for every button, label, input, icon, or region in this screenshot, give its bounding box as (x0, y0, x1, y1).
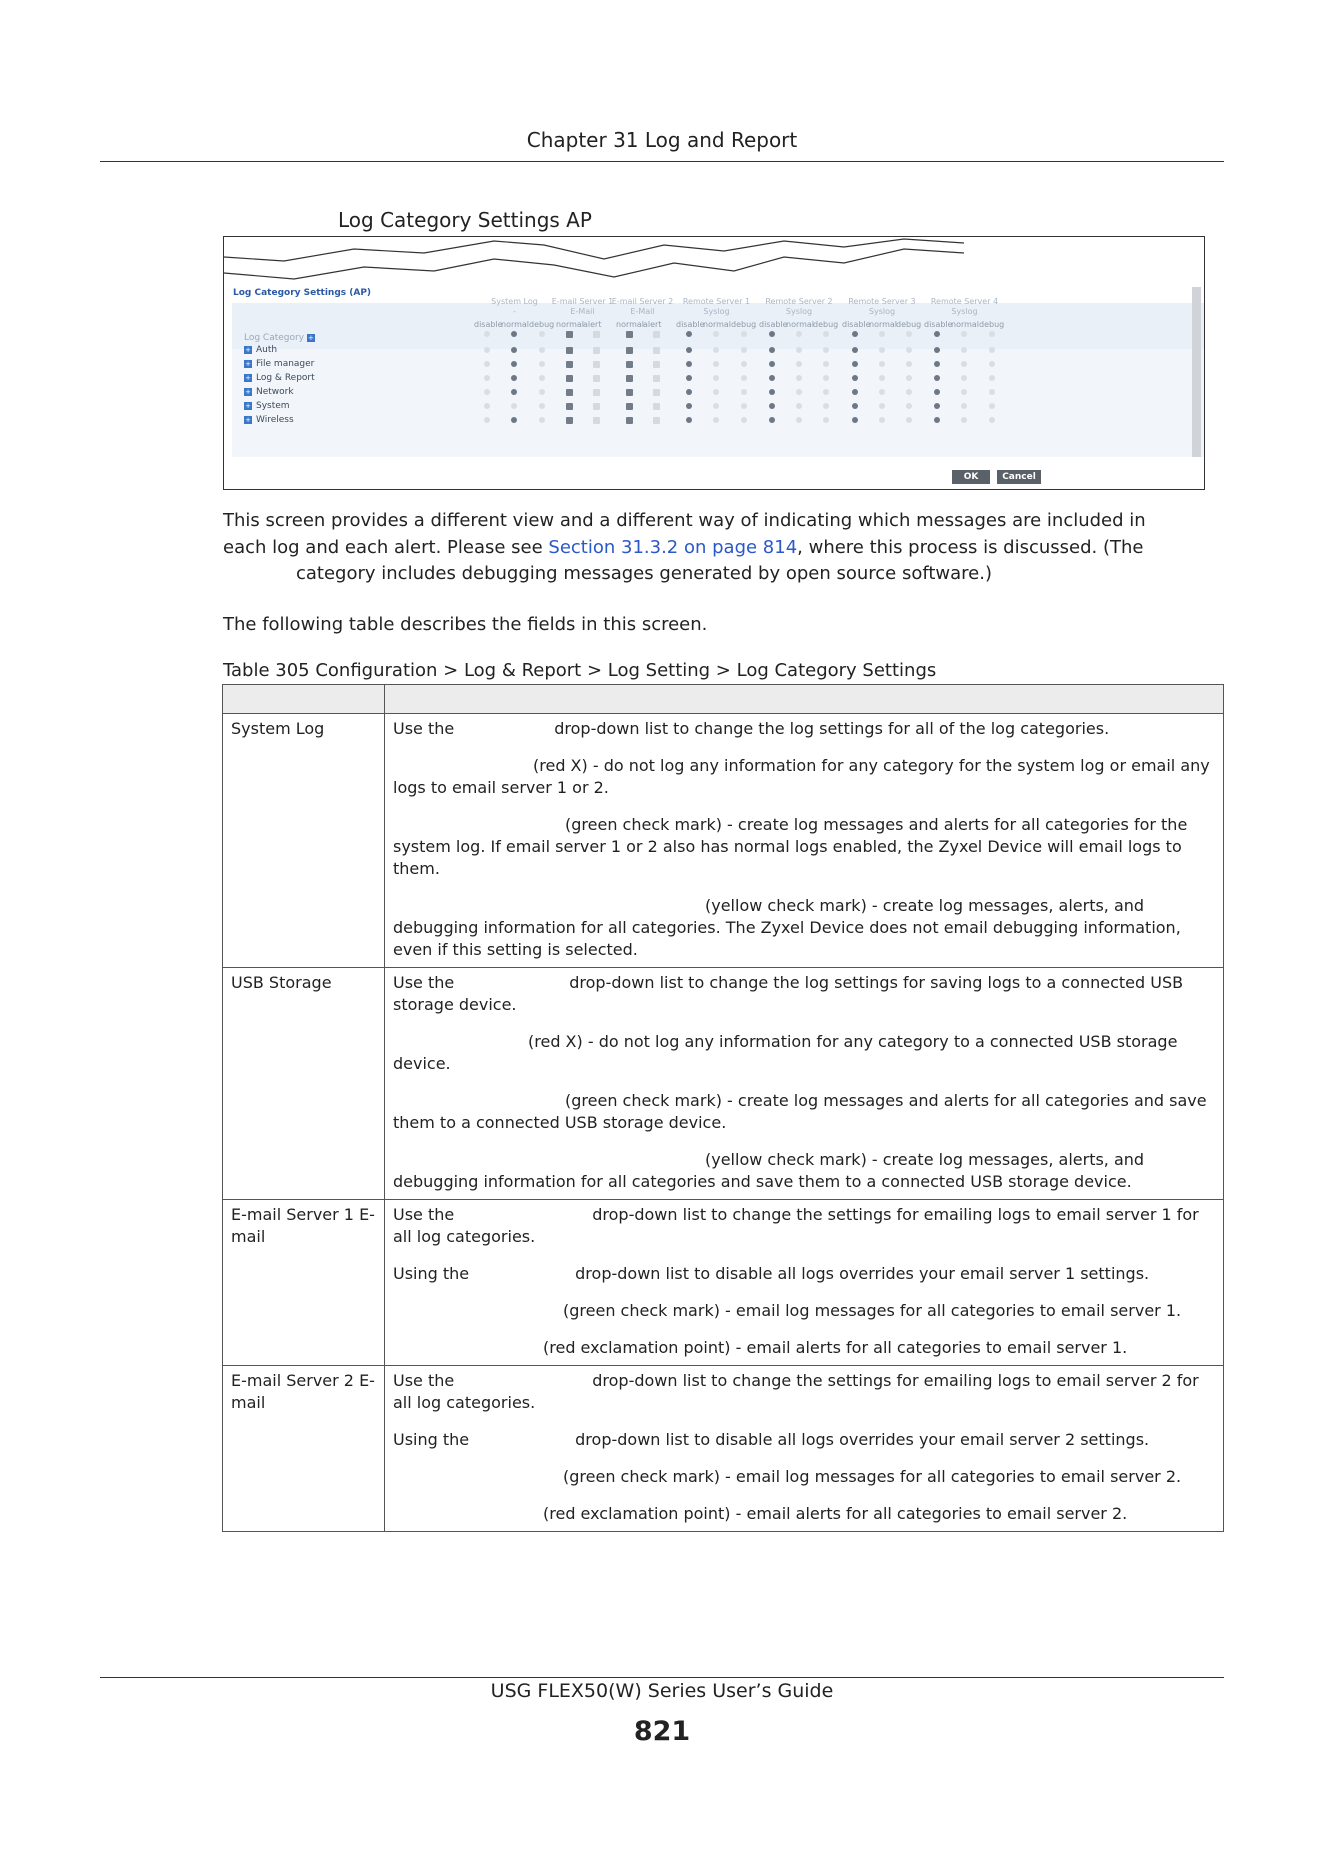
expand-icon[interactable]: + (245, 387, 251, 396)
header-rule (100, 161, 1224, 162)
category-radio[interactable] (934, 403, 940, 409)
category-radio[interactable] (484, 389, 490, 395)
category-radio[interactable] (713, 403, 719, 409)
column-group-label: Remote Server 2 Syslog (765, 297, 833, 316)
category-radio[interactable] (769, 389, 775, 395)
all-radio[interactable] (539, 331, 545, 337)
column-group-label: E-mail Server 2 E-Mail (611, 297, 674, 316)
all-radio[interactable] (906, 331, 912, 337)
table-row (223, 714, 1224, 968)
category-checkbox[interactable] (593, 347, 600, 354)
all-radio[interactable] (852, 331, 858, 337)
column-sub-label: disable (676, 320, 705, 329)
category-radio[interactable] (713, 389, 719, 395)
category-radio[interactable] (769, 403, 775, 409)
category-radio[interactable] (906, 375, 912, 381)
category-radio[interactable] (852, 375, 858, 381)
category-radio[interactable] (961, 375, 967, 381)
category-radio[interactable] (741, 417, 747, 423)
column-group-label: Remote Server 1 Syslog (682, 297, 751, 316)
table-caption: Table 305 Configuration > Log & Report > Log Setting > Log Category Settings (223, 660, 937, 681)
category-radio[interactable] (961, 417, 967, 423)
column-sub-label: debug (813, 320, 839, 329)
category-radio[interactable] (539, 389, 545, 395)
category-row-label: + Auth (245, 345, 278, 355)
category-checkbox[interactable] (626, 361, 633, 368)
log-category-header: Log Category + (244, 333, 314, 343)
all-radio[interactable] (769, 331, 775, 337)
all-checkbox[interactable] (593, 331, 600, 338)
category-radio[interactable] (961, 389, 967, 395)
column-sub-label: normal (786, 320, 815, 329)
category-radio[interactable] (769, 375, 775, 381)
category-radio[interactable] (796, 347, 802, 353)
category-checkbox[interactable] (593, 375, 600, 382)
category-radio[interactable] (879, 375, 885, 381)
category-radio[interactable] (879, 389, 885, 395)
expand-icon[interactable]: + (245, 359, 251, 368)
category-radio[interactable] (713, 347, 719, 353)
all-radio[interactable] (961, 331, 967, 337)
all-radio[interactable] (741, 331, 747, 337)
category-radio[interactable] (741, 375, 747, 381)
all-radio[interactable] (511, 331, 517, 337)
category-radio[interactable] (539, 403, 545, 409)
all-radio[interactable] (879, 331, 885, 337)
category-radio[interactable] (989, 417, 995, 423)
table-row (223, 1200, 1224, 1366)
category-radio[interactable] (769, 347, 775, 353)
category-radio[interactable] (961, 347, 967, 353)
category-radio[interactable] (989, 347, 995, 353)
category-radio[interactable] (484, 361, 490, 367)
category-radio[interactable] (511, 361, 517, 367)
expand-icon[interactable]: + (245, 415, 251, 424)
category-radio[interactable] (686, 375, 692, 381)
row-description: Use the drop-down list to change the settings for emailing logs to email server 1 for all log categories. Using the drop-down list to disable all logs overrides your email server 1 settings. (green check mark) - email log messages for all categories to email server 1. (red exclamation point) - email alerts for all categories to email server 1. (385, 1200, 1224, 1366)
column-group-label: E-mail Server 1 E-Mail (551, 297, 614, 316)
all-checkbox[interactable] (626, 331, 633, 338)
category-row-label: + System (245, 401, 290, 411)
category-radio[interactable] (796, 403, 802, 409)
category-radio[interactable] (511, 347, 517, 353)
category-radio[interactable] (823, 375, 829, 381)
category-radio[interactable] (484, 403, 490, 409)
scrollbar[interactable] (1192, 287, 1201, 457)
category-radio[interactable] (989, 403, 995, 409)
category-radio[interactable] (934, 417, 940, 423)
section-link[interactable]: Section 31.3.2 on page 814 (548, 537, 798, 558)
chapter-header: Chapter 31 Log and Report (526, 128, 798, 152)
category-radio[interactable] (484, 347, 490, 353)
category-radio[interactable] (934, 347, 940, 353)
row-description: Use the drop-down list to change the settings for emailing logs to email server 2 for all log categories. Using the drop-down list to disable all logs overrides your email server 2 settings. (green check mark) - email log messages for all categories to email server 2. (red exclamation point) - email alerts for all categories to email server 2. (385, 1366, 1224, 1532)
category-checkbox[interactable] (566, 375, 573, 382)
category-radio[interactable] (539, 375, 545, 381)
category-checkbox[interactable] (626, 389, 633, 396)
intro-line-1: This screen provides a different view and a different way of indicating which messages are included in (223, 510, 1146, 531)
all-radio[interactable] (934, 331, 940, 337)
all-radio[interactable] (989, 331, 995, 337)
table-row (223, 968, 1224, 1200)
category-radio[interactable] (961, 403, 967, 409)
cancel-button[interactable]: Cancel (997, 470, 1041, 484)
column-group-label: Remote Server 4 Syslog (930, 297, 999, 316)
category-radio[interactable] (823, 389, 829, 395)
category-radio[interactable] (906, 361, 912, 367)
category-checkbox[interactable] (653, 417, 660, 424)
category-radio[interactable] (769, 361, 775, 367)
intro-line-3: category includes debugging messages generated by open source software.) (296, 563, 992, 584)
category-checkbox[interactable] (626, 375, 633, 382)
category-radio[interactable] (823, 417, 829, 423)
category-radio[interactable] (686, 347, 692, 353)
column-sub-label: debug (979, 320, 1005, 329)
intro-line-2: each log and each alert. Please see Section 31.3.2 on page 814, where this process is discussed. (The (223, 537, 1144, 558)
category-radio[interactable] (934, 389, 940, 395)
column-sub-label: disable (842, 320, 871, 329)
footer-rule (100, 1677, 1224, 1678)
category-checkbox[interactable] (626, 403, 633, 410)
column-sub-label: disable (924, 320, 953, 329)
category-checkbox[interactable] (593, 361, 600, 368)
column-sub-label: normal (951, 320, 980, 329)
all-checkbox[interactable] (566, 331, 573, 338)
table-header-row (223, 685, 1224, 714)
category-radio[interactable] (511, 403, 517, 409)
category-radio[interactable] (741, 347, 747, 353)
category-radio[interactable] (686, 417, 692, 423)
row-label: USB Storage (223, 968, 385, 1200)
category-radio[interactable] (484, 375, 490, 381)
category-radio[interactable] (741, 403, 747, 409)
category-radio[interactable] (906, 417, 912, 423)
category-radio[interactable] (796, 417, 802, 423)
column-sub-label: disable (759, 320, 788, 329)
category-checkbox[interactable] (653, 403, 660, 410)
category-checkbox[interactable] (653, 375, 660, 382)
all-checkbox[interactable] (653, 331, 660, 338)
panel-title: Log Category Settings (AP) (233, 288, 372, 298)
category-radio[interactable] (713, 361, 719, 367)
category-radio[interactable] (906, 347, 912, 353)
category-radio[interactable] (741, 361, 747, 367)
screenshot-figure (223, 236, 1205, 490)
category-radio[interactable] (511, 389, 517, 395)
category-radio[interactable] (989, 389, 995, 395)
category-radio[interactable] (879, 417, 885, 423)
category-radio[interactable] (852, 361, 858, 367)
ok-button[interactable]: OK (952, 470, 990, 484)
category-radio[interactable] (823, 403, 829, 409)
category-checkbox[interactable] (653, 347, 660, 354)
category-checkbox[interactable] (626, 417, 633, 424)
category-radio[interactable] (539, 361, 545, 367)
category-radio[interactable] (686, 361, 692, 367)
figure-caption: Log Category Settings AP (338, 208, 592, 232)
category-checkbox[interactable] (566, 347, 573, 354)
category-radio[interactable] (852, 417, 858, 423)
category-radio[interactable] (879, 347, 885, 353)
category-checkbox[interactable] (566, 417, 573, 424)
category-row-label: + Log & Report (245, 373, 315, 383)
expand-icon[interactable]: + (245, 401, 251, 410)
all-radio[interactable] (796, 331, 802, 337)
category-checkbox[interactable] (566, 361, 573, 368)
category-radio[interactable] (823, 347, 829, 353)
column-sub-label: normal (703, 320, 732, 329)
category-row-label: + Wireless (245, 415, 294, 425)
category-row-label: + File manager (245, 359, 315, 369)
category-checkbox[interactable] (653, 361, 660, 368)
category-radio[interactable] (741, 389, 747, 395)
header-cell-description (385, 685, 1224, 714)
all-radio[interactable] (484, 331, 490, 337)
category-checkbox[interactable] (593, 417, 600, 424)
column-sub-label: debug (529, 320, 555, 329)
break-lines-icon (224, 237, 1204, 287)
expand-icon[interactable]: + (245, 345, 251, 354)
row-label: E-mail Server 1 E-mail (223, 1200, 385, 1366)
fields-table (222, 684, 1224, 1532)
column-group-label: Remote Server 3 Syslog (848, 297, 916, 316)
category-radio[interactable] (879, 403, 885, 409)
category-radio[interactable] (686, 403, 692, 409)
table-row (223, 1366, 1224, 1532)
category-radio[interactable] (539, 417, 545, 423)
category-radio[interactable] (511, 375, 517, 381)
category-radio[interactable] (934, 375, 940, 381)
category-radio[interactable] (852, 347, 858, 353)
category-checkbox[interactable] (593, 403, 600, 410)
category-checkbox[interactable] (653, 389, 660, 396)
category-radio[interactable] (511, 417, 517, 423)
category-radio[interactable] (713, 375, 719, 381)
category-radio[interactable] (934, 361, 940, 367)
column-sub-label: alert (643, 320, 662, 329)
category-checkbox[interactable] (566, 389, 573, 396)
category-radio[interactable] (906, 403, 912, 409)
category-radio[interactable] (989, 361, 995, 367)
column-sub-label: alert (583, 320, 602, 329)
category-radio[interactable] (823, 361, 829, 367)
guide-title: USG FLEX50(W) Series User’s Guide (490, 1680, 834, 1702)
header-cell-label (223, 685, 385, 714)
column-sub-label: normal (869, 320, 898, 329)
row-description: Use the drop-down list to change the log settings for saving logs to a connected USB storage device. (red X) - do not log any information for any category to a connected USB storage device. (green check mark) - create log messages and alerts for all categories and save them to a connected USB storage device. (yellow check mark) - create log messages, alerts, and debugging information for all categories and save them to a connected USB storage device. (385, 968, 1224, 1200)
row-label: E-mail Server 2 E-mail (223, 1366, 385, 1532)
column-group-label: System Log - (491, 297, 538, 316)
column-sub-label: normal (616, 320, 645, 329)
expand-all-icon[interactable]: + (307, 333, 314, 342)
column-sub-label: debug (896, 320, 922, 329)
category-radio[interactable] (879, 361, 885, 367)
column-sub-label: normal (556, 320, 585, 329)
category-radio[interactable] (852, 403, 858, 409)
all-radio[interactable] (713, 331, 719, 337)
category-radio[interactable] (989, 375, 995, 381)
category-radio[interactable] (961, 361, 967, 367)
category-radio[interactable] (539, 347, 545, 353)
category-radio[interactable] (796, 389, 802, 395)
column-sub-label: disable (474, 320, 503, 329)
page-number: 821 (633, 1716, 691, 1747)
expand-icon[interactable]: + (245, 373, 251, 382)
category-radio[interactable] (713, 417, 719, 423)
category-radio[interactable] (686, 389, 692, 395)
category-radio[interactable] (796, 375, 802, 381)
table-intro: The following table describes the fields in this screen. (223, 614, 708, 635)
column-sub-label: debug (731, 320, 757, 329)
category-row-label: + Network (245, 387, 294, 397)
all-radio[interactable] (686, 331, 692, 337)
category-checkbox[interactable] (626, 347, 633, 354)
category-radio[interactable] (769, 417, 775, 423)
category-radio[interactable] (796, 361, 802, 367)
row-label: System Log (223, 714, 385, 968)
category-checkbox[interactable] (566, 403, 573, 410)
category-radio[interactable] (852, 389, 858, 395)
row-description: Use the drop-down list to change the log settings for all of the log categories. (red X) - do not log any information for any category for the system log or email any logs to email server 1 or 2. (green check mark) - create log messages and alerts for all categories for the system log. If email server 1 or 2 also has normal logs enabled, the Zyxel Device will email logs to them. (yellow check mark) - create log messages, alerts, and debugging information for all categories. The Zyxel Device does not email debugging information, even if this setting is selected. (385, 714, 1224, 968)
all-radio[interactable] (823, 331, 829, 337)
column-sub-label: normal (501, 320, 530, 329)
category-radio[interactable] (906, 389, 912, 395)
category-radio[interactable] (484, 417, 490, 423)
category-checkbox[interactable] (593, 389, 600, 396)
